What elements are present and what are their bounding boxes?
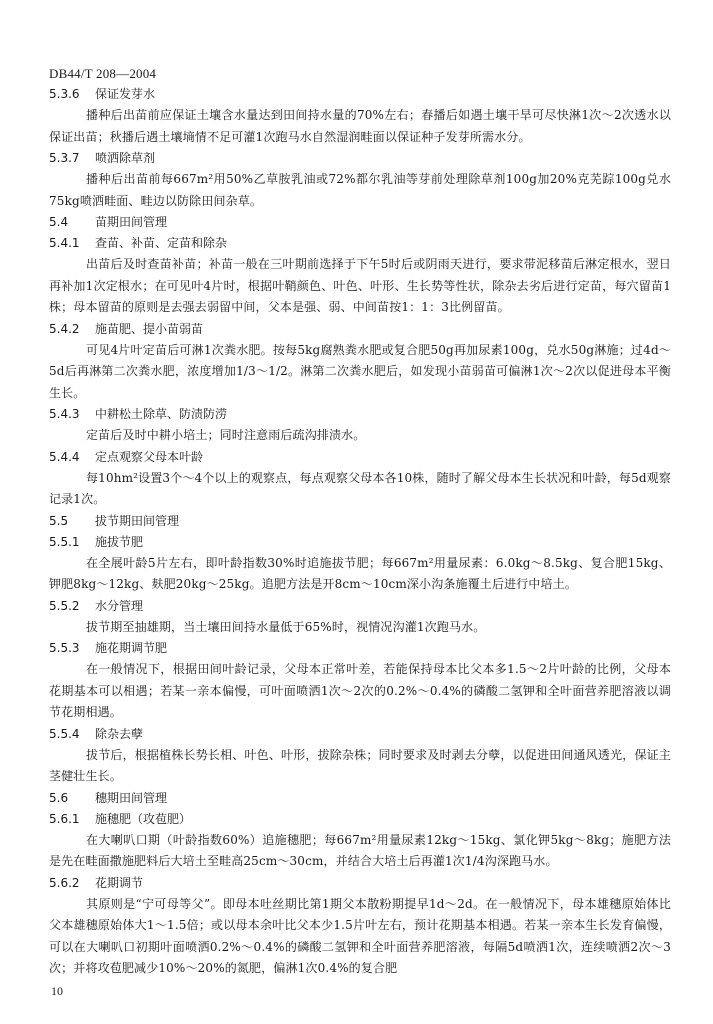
section-number: 5.6.2	[49, 875, 80, 890]
section-title: 查苗、补苗、定苗和除杂	[95, 236, 228, 250]
section-title: 施花期调节肥	[95, 641, 168, 655]
paragraph: 播种后出苗前每667m²用50%乙草胺乳油或72%都尔乳油等芽前处理除草剂100g加20%克芜踪100g兑水75kg喷洒畦面、畦边以防除田间杂草。	[49, 172, 671, 208]
section-title: 花期调节	[95, 875, 144, 890]
section-heading	[49, 638, 671, 659]
paragraph: 拔节后，根据植株长势长相、叶色、叶形，拔除杂株；同时要求及时剥去分孽，以促进田间通风透光，保证主茎健壮生长。	[49, 747, 671, 783]
section-title: 苗期田间管理	[95, 215, 168, 229]
section-heading	[49, 404, 671, 425]
paragraph: 在一般情况下，根据田间叶龄记录，父母本正常叶差，若能保持母本比父本多1.5～2片叶龄的比例，父母本花期基本可以相遇；若某一亲本偏慢，可叶面喷洒1次～2次的0.2%～0.4%的磷酸二氢钾和全叶面营养肥溶液以调节花期相遇。	[49, 662, 671, 719]
section-title: 保证发芽水	[95, 87, 156, 101]
section-heading	[49, 447, 671, 468]
section-number: 5.5	[49, 513, 69, 528]
paragraph: 可见4片叶定苗后可淋1次粪水肥。按每5kg腐熟粪水肥或复合肥50g再加尿素100g，兑水50g淋施；过4d～5d后再淋第二次粪水肥，浓度增加1/3～1/2。淋第二次粪水肥后，如发现小苗弱苗可偏淋1次～2次以促进母本平衡生长。	[49, 342, 671, 400]
section-heading	[49, 233, 671, 254]
section-number: 5.4.4	[49, 449, 80, 464]
section-heading	[49, 212, 671, 233]
section-number: 5.4.3	[49, 407, 80, 421]
page-number: 10	[51, 984, 63, 998]
section-number: 5.3.7	[49, 151, 80, 165]
paragraph: 拔节期至抽雄期，当土壤田间持水量低于65%时，视情况沟灌1次跑马水。	[86, 619, 486, 634]
section-title: 除杂去孽	[95, 726, 144, 741]
section-number: 5.5.4	[49, 726, 80, 741]
section-heading	[49, 788, 671, 809]
section-number: 5.5.3	[49, 641, 80, 655]
section-heading	[49, 511, 671, 532]
document-code: DB44/T 208—2004	[49, 66, 157, 81]
section-title: 施苗肥、提小苗弱苗	[95, 321, 204, 336]
section-heading	[49, 596, 671, 617]
paragraph: 播种后出苗前应保证土壤含水量达到田间持水量的70%左右；春播后如遇土壤干旱可尽快淋1次～2次透水以保证出苗；秋播后遇土壤墒情不足可灌1次跑马水自然湿润畦面以保证种子发芽所需水分。	[49, 108, 671, 144]
section-title: 中耕松土除草、防渍防涝	[95, 407, 228, 421]
section-number: 5.5.2	[49, 598, 80, 613]
paragraph: 在全展叶龄5片左右，即叶龄指数30%时追施拔节肥；每667m²用量尿素：6.0kg～8.5kg、复合肥15kg、钾肥8kg～12kg、麸肥20kg～25kg。追肥方法是开8cm～10cm深小沟条施覆土后进行中培土。	[49, 555, 671, 591]
section-number: 5.6.1	[49, 811, 80, 826]
section-title: 水分管理	[95, 598, 144, 613]
section-heading	[49, 724, 671, 745]
section-number: 5.4.2	[49, 321, 80, 336]
section-number: 5.4	[49, 215, 69, 229]
paragraph: 出苗后及时查苗补苗；补苗一般在三叶期前选择于下午5时后或阴雨天进行，要求带泥移苗后淋定根水，翌日再补加1次定根水；在可见叶4片时，根据叶鞘颜色、叶色、叶形、生长势等性状，除杂去劣后进行定苗，每穴留苗1株；母本留苗的原则是去强去弱留中间，父本是强、弱、中间苗按1：1：3比例留苗。	[49, 257, 671, 314]
paragraph: 其原则是“宁可母等父”。即母本吐丝期比第1期父本散粉期提早1d～2d。在一般情况下，母本雄穗原始体比父本雄穗原始体大1～1.5倍；或以母本余叶比父本少1.5片叶左右，预计花期基本相遇。若某一亲本生长发育偏慢，可以在大喇叭口初期叶面喷洒0.2%～0.4%的磷酸二氢钾和全叶面营养肥溶液，每隔5d喷洒1次，连续喷洒2次～3次；并将攻苞肥减少10%～20%的氮肥，偏淋1次0.4%的复合肥	[49, 896, 671, 975]
section-heading	[49, 873, 671, 894]
paragraph: 定苗后及时中耕小培土；同时注意雨后疏沟排渍水。	[86, 428, 366, 442]
section-number: 5.6	[49, 790, 69, 805]
section-heading	[49, 148, 671, 169]
section-title: 穗期田间管理	[95, 790, 168, 805]
section-heading	[49, 319, 671, 340]
section-number: 5.3.6	[49, 87, 80, 101]
section-title: 施拔节肥	[95, 534, 144, 549]
section-title: 喷洒除草剂	[95, 151, 156, 165]
section-title: 定点观察父母本叶龄	[95, 449, 204, 464]
document-body	[49, 84, 671, 980]
section-number: 5.5.1	[49, 534, 80, 549]
section-heading	[49, 809, 671, 830]
paragraph: 在大喇叭口期（叶龄指数60%）追施穗肥；每667m²用量尿素12kg～15kg、氯化钾5kg～8kg；施肥方法是先在畦面撒施肥料后大培土至畦高25cm～30cm，并结合大培土后再灌1次1/4沟深跑马水。	[49, 832, 671, 868]
paragraph: 每10hm²设置3个～4个以上的观察点，每点观察父母本各10株，随时了解父母本生长状况和叶龄，每5d观察记录1次。	[49, 470, 671, 506]
section-heading	[49, 532, 671, 553]
section-number: 5.4.1	[49, 236, 80, 250]
section-title: 拔节期田间管理	[95, 513, 180, 528]
section-heading	[49, 84, 671, 105]
section-title: 施穗肥（攻苞肥）	[95, 811, 192, 826]
